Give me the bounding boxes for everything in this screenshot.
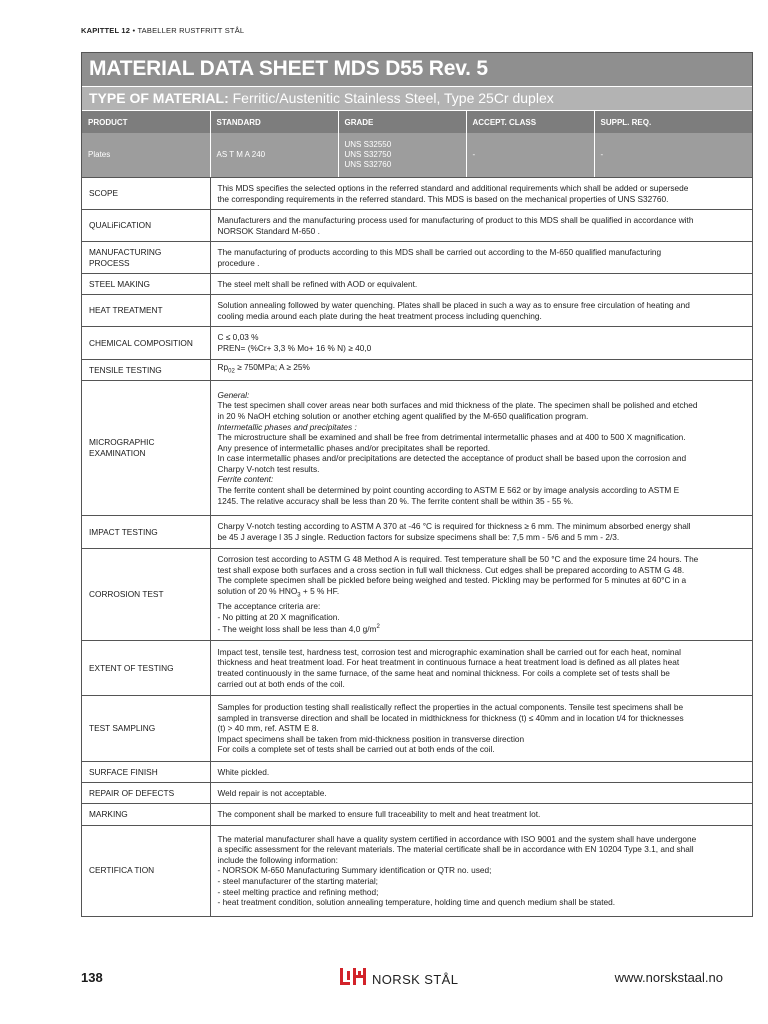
requirements-table <box>82 177 752 916</box>
standard-cell: AS T M A 240 <box>210 133 338 177</box>
row-micrographic-examination <box>82 381 752 516</box>
text-line: - steel manufacturer of the starting material; <box>217 876 378 887</box>
text-line: 1245. The relative accuracy shall be less than 20 %. The ferrite content shall be within 35 - 55 %. <box>217 495 574 506</box>
grade-1: UNS S32550 <box>344 140 392 149</box>
text-line: Any presence of intermetallic phases and/or precipitates shall be reported. <box>217 442 491 453</box>
sheet-title: MATERIAL DATA SHEET MDS D55 Rev. 5 <box>82 53 752 87</box>
row-text <box>210 826 752 916</box>
text-line: NORSOK Standard M-650 . <box>217 225 320 236</box>
grade-3: UNS S32760 <box>344 160 392 169</box>
product-cell: Plates <box>82 133 210 177</box>
text-line: White pickled. <box>217 766 270 777</box>
row-label: SURFACE FINISH <box>82 762 210 783</box>
column-header-standard: STANDARD <box>210 111 338 133</box>
row-steel-making <box>82 274 752 295</box>
row-label: MANUFACTURING PROCESS <box>82 242 210 274</box>
row-label: STEEL MAKING <box>82 274 210 295</box>
row-text <box>210 295 752 327</box>
row-text <box>210 178 752 210</box>
row-text <box>210 549 752 641</box>
section-label: TABELLER RUSTFRITT STÅL <box>137 26 245 35</box>
row-marking <box>82 804 752 826</box>
product-row <box>82 133 752 177</box>
row-test-sampling <box>82 696 752 762</box>
row-label: CHEMICAL COMPOSITION <box>82 327 210 360</box>
text-line: be 45 J average l 35 J single. Reduction factors for subsize specimens shall be: 7,5 mm - 5/6 and 5 mm - 2/3. <box>217 532 620 542</box>
text-line: a specific assessment for the relevant materials. The material certificate shall be in accordance with EN 10204 Type 3.1, and shall <box>217 844 694 855</box>
text-line <box>218 622 746 634</box>
row-text <box>210 381 752 516</box>
column-header-grade: GRADE <box>338 111 466 133</box>
norsk-stal-mark-icon <box>340 968 366 990</box>
row-corrosion-test <box>82 549 752 641</box>
row-label: SCOPE <box>82 178 210 210</box>
text-line: Solution annealing followed by water quenching. Plates shall be placed in such a way as to ensure free circulation of heating and <box>217 299 690 310</box>
text-line: treated continuously in the same furnace, of the same heat and nominal thickness. For coils a complete set of tests shall be <box>217 668 670 678</box>
row-chemical-composition <box>82 327 752 360</box>
text-line: thickness and heat treatment load. For heat treatment in continuous furnace a heat treatment load is defined as all plates heat <box>217 657 680 668</box>
text-subscript: 3 <box>297 592 301 599</box>
text-line: procedure . <box>217 257 260 268</box>
row-scope <box>82 178 752 210</box>
text-line: carried out at both ends of the coil. <box>217 678 345 689</box>
label-line: EXAMINATION <box>89 448 146 458</box>
text-line: sampled in transverse direction and shall be located in midthickness for thickness (t) ≤ 40mm and in location t/4 for thicknesses <box>217 712 684 723</box>
label-line: MICROGRAPHIC <box>89 437 155 448</box>
type-value: Ferritic/Austenitic Stainless Steel, Type 25Cr duplex <box>232 90 554 106</box>
tensile-symbol: Rp <box>217 362 229 373</box>
type-of-material <box>82 87 752 111</box>
suppl-req-cell: - <box>594 133 752 177</box>
text-line: The component shall be marked to ensure full traceability to melt and heat treatment lot. <box>217 809 541 820</box>
row-label: HEAT TREATMENT <box>82 295 210 327</box>
column-header-row <box>82 111 752 133</box>
row-text <box>210 783 752 804</box>
text-line: in 20 % NaOH etching solution or another etching agent qualified by the M-650 qualification program. <box>217 410 589 421</box>
row-extent-of-testing <box>82 641 752 696</box>
row-surface-finish <box>82 762 752 783</box>
row-certification <box>82 826 752 916</box>
brand-name: NORSK STÅL <box>372 971 459 987</box>
text-line: Charpy V-notch testing according to ASTM A 370 at -46 °C is required for thickness ≥ 6 mm. The minimum absorbed energy shall <box>217 521 691 532</box>
row-label: MARKING <box>82 804 210 826</box>
subheading: Ferrite content: <box>217 474 274 485</box>
text-line: The complete specimen shall be pickled before being weighed and tested. Pickling may be performed for 5 minutes at 60°C in a <box>217 575 687 586</box>
row-label <box>82 381 210 516</box>
text-line: The test specimen shall cover areas near both surfaces and mid thickness of the plate. The specimen shall be polished and etched <box>217 400 698 411</box>
text-line: For coils a complete set of tests shall be carried out at both ends of the coil. <box>217 744 495 755</box>
text-line: The acceptance criteria are: <box>217 601 321 612</box>
text-line <box>218 586 746 601</box>
row-text <box>210 804 752 826</box>
column-header-suppl-req: SUPPL. REQ. <box>594 111 752 133</box>
text-superscript: 2 <box>376 624 380 631</box>
row-repair-of-defects <box>82 783 752 804</box>
row-label: IMPACT TESTING <box>82 516 210 549</box>
row-label: TEST SAMPLING <box>82 696 210 762</box>
material-data-sheet <box>81 52 753 917</box>
row-heat-treatment <box>82 295 752 327</box>
row-qualification <box>82 210 752 242</box>
norsk-stal-logo <box>340 968 458 990</box>
row-text <box>210 516 752 549</box>
text-line: Manufacturers and the manufacturing process used for manufacturing of product to this MDS shall be qualified in accordance with <box>217 214 694 225</box>
text-line: The manufacturing of products according to this MDS shall be carried out according to the M-650 qualified manufacturing <box>217 246 662 257</box>
text-line: In case intermetallic phases and/or precipitations are detected the acceptance of product shall be based upon the corrosion and <box>217 453 687 464</box>
text-line: This MDS specifies the selected options in the referred standard and additional requirements which shall be added or supersede <box>217 182 689 193</box>
row-text <box>210 360 752 381</box>
text-line: the corresponding requirements in the referred standard. This MDS is based on the mechanical properties of UNS S32760. <box>217 193 669 204</box>
text-line: The material manufacturer shall have a quality system certified in accordance with ISO 9001 and the system shall have undergone <box>217 833 697 844</box>
text-line: include the following information: <box>217 854 338 865</box>
subheading: General: <box>217 389 250 400</box>
row-tensile-testing <box>82 360 752 381</box>
text-line: test shall expose both surfaces and a cross section in full wall thickness. Cut edges shall be prepared according to ASTM G 48. <box>217 564 685 575</box>
row-label: CORROSION TEST <box>82 549 210 641</box>
text-line: - No pitting at 20 X magnification. <box>217 611 340 622</box>
text-line: The ferrite content shall be determined by point counting according to ASTM E 562 or by image analysis according to ASTM E <box>217 485 680 496</box>
row-label: TENSILE TESTING <box>82 360 210 381</box>
row-label: CERTIFICA TION <box>82 826 210 916</box>
subheading: Intermetallic phases and precipitates : <box>217 421 357 432</box>
text-line: Impact specimens shall be taken from mid-thickness position in transverse direction <box>217 733 525 744</box>
row-text <box>210 327 752 360</box>
text-line: Impact test, tensile test, hardness test, corrosion test and micrographic examination shall be carried out for each heat, nominal <box>217 646 681 657</box>
tensile-subscript: 02 <box>228 369 235 376</box>
type-label: TYPE OF MATERIAL: <box>89 90 229 106</box>
row-text <box>210 762 752 783</box>
text-line: - heat treatment condition, solution annealing temperature, holding time and quench medium shall be stated. <box>217 897 616 908</box>
row-manufacturing-process <box>82 242 752 274</box>
text-line: - NORSOK M-650 Manufacturing Summary identification or QTR no. used; <box>217 865 492 876</box>
column-header-product: PRODUCT <box>82 111 210 133</box>
tensile-value: ≥ 750MPa; A ≥ 25% <box>234 362 310 373</box>
text-line: C ≤ 0,03 % <box>217 332 259 343</box>
row-label: EXTENT OF TESTING <box>82 641 210 696</box>
text-part: - The weight loss shall be less than 4,0 g/m <box>217 624 377 635</box>
website-url: www.norskstaal.no <box>614 970 723 985</box>
text-line: (t) > 40 mm, ref. ASTM E 8. <box>217 723 319 734</box>
grade-cell <box>338 133 466 177</box>
grade-2: UNS S32750 <box>344 150 392 159</box>
text-line: Corrosion test according to ASTM G 48 Method A is required. Test temperature shall be 50 °C and the exposure time 24 hours. The <box>217 554 699 565</box>
chapter-label: KAPITTEL 12 <box>81 26 131 35</box>
text-line: - steel melting practice and refining method; <box>217 886 379 897</box>
text-part: + 5 % HF. <box>300 585 340 596</box>
chapter-header <box>81 26 244 35</box>
row-text <box>210 696 752 762</box>
accept-class-cell: - <box>466 133 594 177</box>
text-line: The steel melt shall be refined with AOD or equivalent. <box>217 278 418 289</box>
row-label: REPAIR OF DEFECTS <box>82 783 210 804</box>
product-table <box>82 111 752 177</box>
row-text <box>210 641 752 696</box>
column-header-accept-class: ACCEPT. CLASS <box>466 111 594 133</box>
row-text <box>210 210 752 242</box>
row-text <box>210 242 752 274</box>
text-part: solution of 20 % HNO <box>217 585 298 596</box>
text-line: Samples for production testing shall realistically reflect the properties in the actual components. Tensile test specimens shall be <box>217 702 684 713</box>
text-line: cooling media around each plate during the heat treatment process including quenching. <box>217 310 542 321</box>
row-label: QUALiFiCATION <box>82 210 210 242</box>
text-line: Charpy V-notch test results. <box>217 463 320 474</box>
text-line: The microstructure shall be examined and shall be free from detrimental intermetallic phases and at 400 to 500 X magnification. <box>217 432 686 443</box>
row-impact-testing <box>82 516 752 549</box>
text-line: Weld repair is not acceptable. <box>217 787 327 798</box>
chapter-bullet: • <box>132 26 136 35</box>
text-line: PREN= (%Cr+ 3,3 % Mo+ 16 % N) ≥ 40,0 <box>217 343 372 353</box>
page-number: 138 <box>81 970 103 985</box>
row-text <box>210 274 752 295</box>
